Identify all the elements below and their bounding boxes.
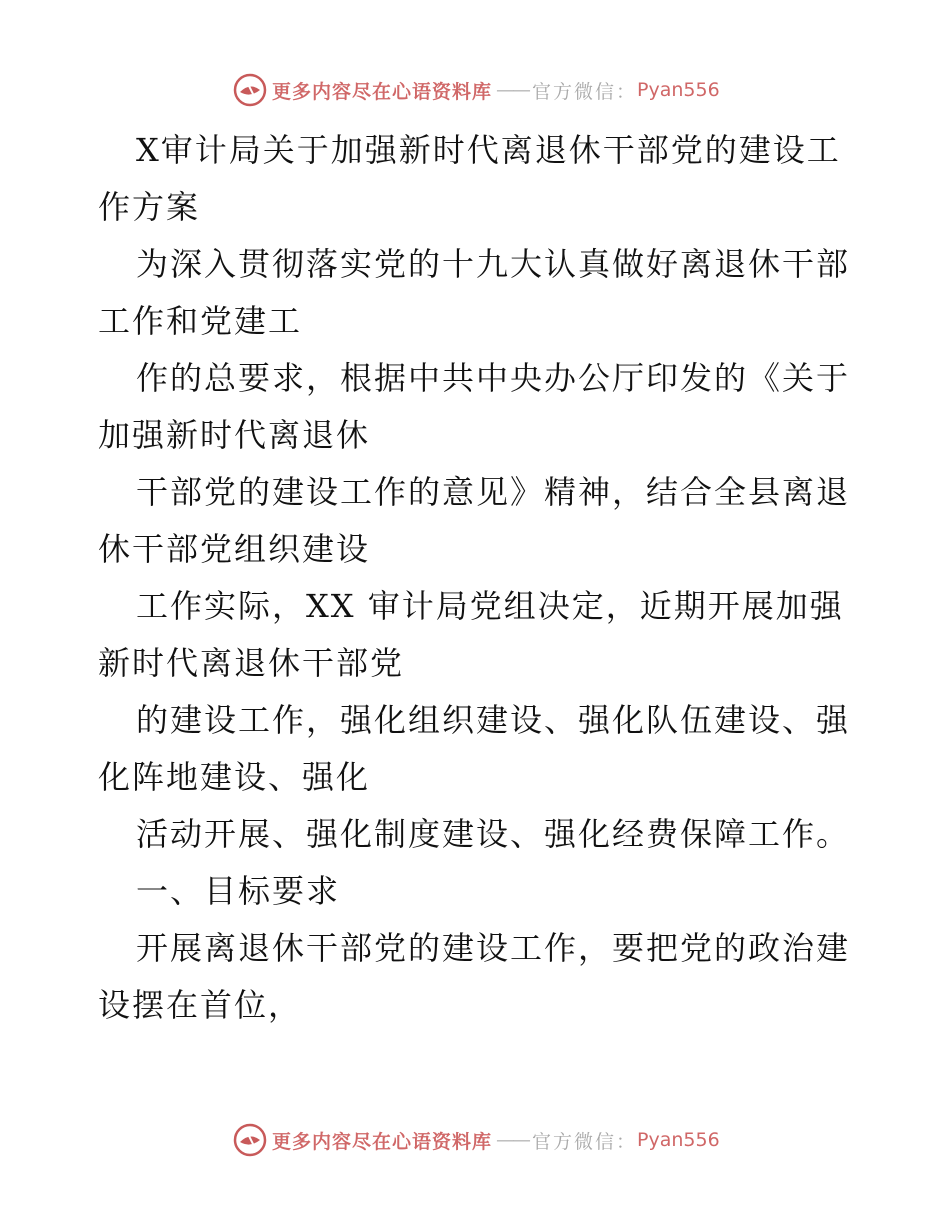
paragraph: 工作实际，XX 审计局党组决定，近期开展加强 新时代离退休干部党 [98,587,844,682]
watermark-brand: 更多内容尽在心语资料库 [272,80,493,103]
watermark-label: 官方微信： [532,1130,638,1153]
paragraph: 开展离退休干部党的建设工作，要把党的政治建 设摆在首位， [98,929,851,1024]
document-body [98,122,858,1034]
watermark-dash: —— [496,79,529,101]
stylized-lips-pen-logo-icon [232,72,268,108]
section-heading: 一、目标要求 [136,872,341,910]
paragraph: 的建设工作，强化组织建设、强化队伍建设、强 化阵地建设、强化 [98,701,851,796]
document-title: X审计局关于加强新时代离退休干部党的建设工 作方案 [98,131,841,226]
watermark-brand: 更多内容尽在心语资料库 [272,1130,493,1153]
stylized-lips-pen-logo-icon [232,1122,268,1158]
header-watermark [232,70,720,110]
watermark-wechat-id: Pyan556 [637,79,720,101]
watermark-dash: —— [496,1129,529,1151]
paragraph: 为深入贯彻落实党的十九大认真做好离退休干部 工作和党建工 [98,245,851,340]
footer-watermark [232,1120,720,1160]
paragraph: 活动开展、强化制度建设、强化经费保障工作。 [136,815,851,853]
watermark-label: 官方微信： [532,80,638,103]
watermark-wechat-id: Pyan556 [637,1129,720,1151]
paragraph: 干部党的建设工作的意见》精神，结合全县离退 休干部党组织建设 [98,473,851,568]
paragraph: 作的总要求，根据中共中央办公厅印发的《关于 加强新时代离退休 [98,359,851,454]
